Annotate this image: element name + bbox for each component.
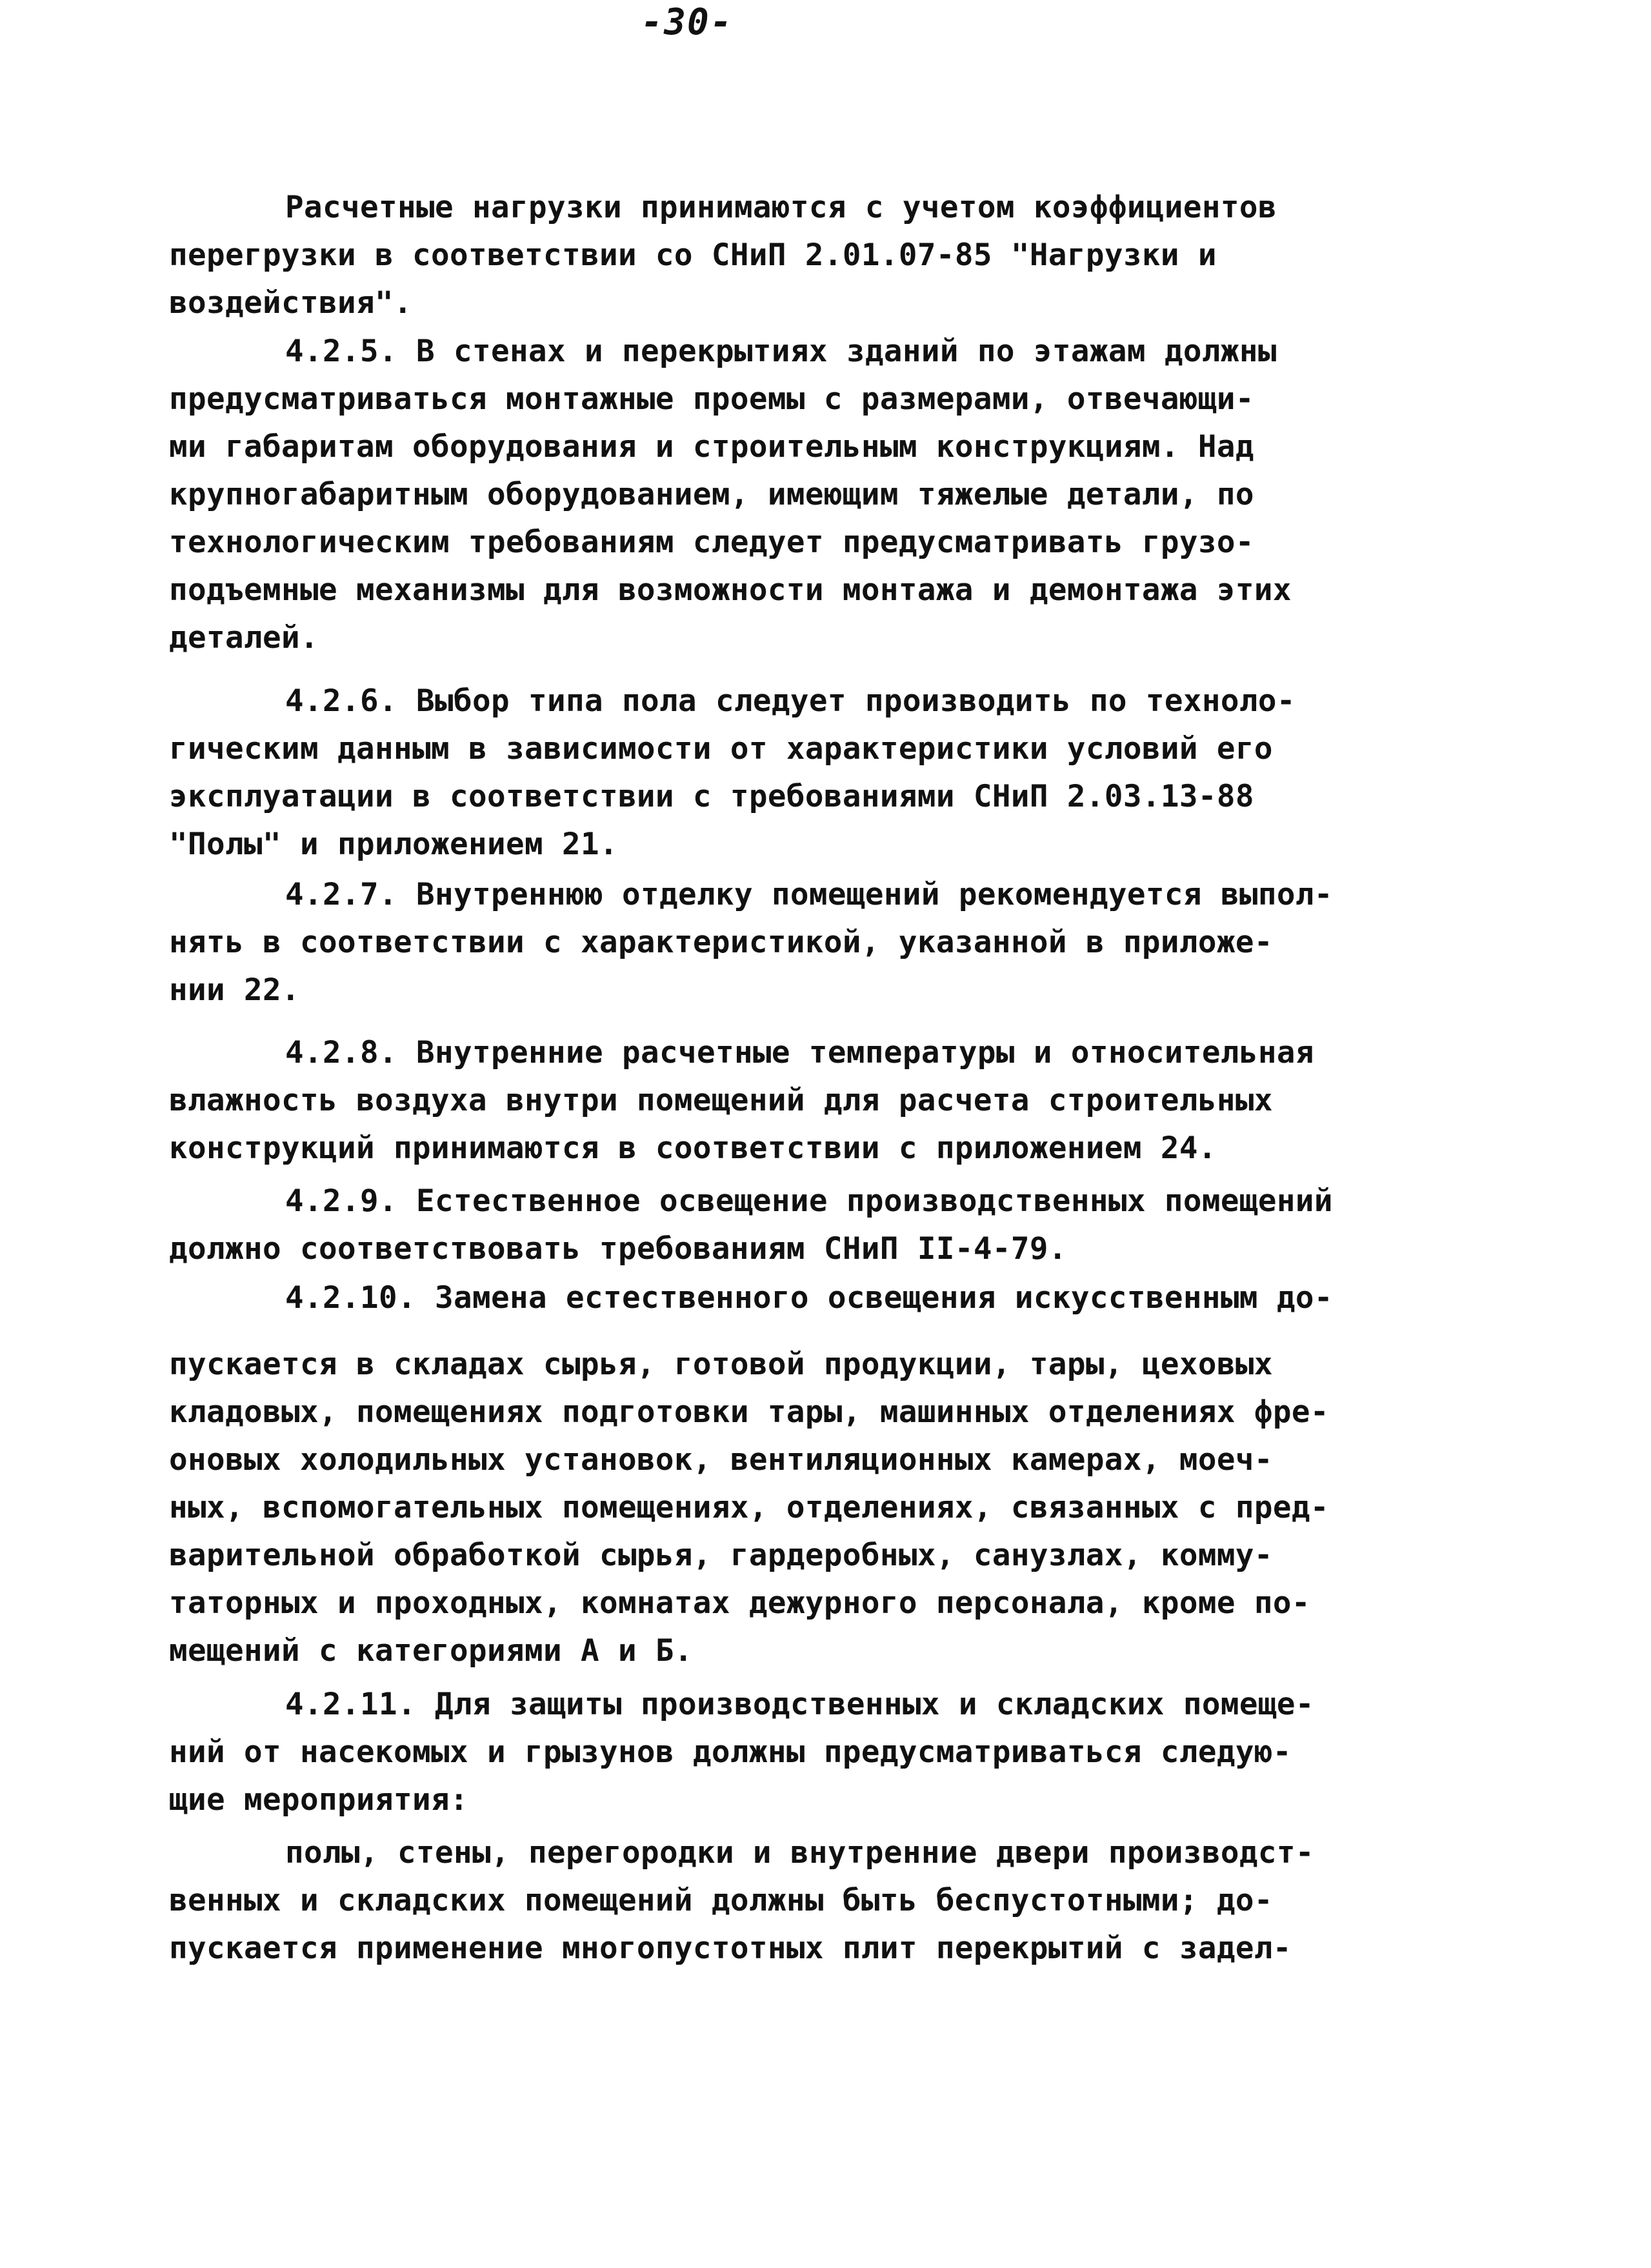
paragraph-4-2-7: [169, 871, 1459, 1014]
text-line: ных, вспомогательных помещениях, отделениях, связанных с пред-: [169, 1490, 1329, 1525]
text-line: 4.2.5. В стенах и перекрытиях зданий по этажам должны: [285, 334, 1277, 369]
paragraph-4-2-10-continued: [169, 1341, 1459, 1675]
text-line: мещений с категориями А и Б.: [169, 1633, 693, 1669]
paragraph-4-2-6: [169, 677, 1459, 868]
text-line: "Полы" и приложением 21.: [169, 827, 618, 862]
text-line: пускается в складах сырья, готовой продукции, тары, цеховых: [169, 1347, 1273, 1382]
text-line: 4.2.6. Выбор типа пола следует производить по техноло-: [285, 683, 1296, 719]
text-line: воздействия".: [169, 285, 412, 321]
page-number: -30-: [641, 1, 734, 43]
paragraph-loads: [169, 184, 1459, 327]
text-line: крупногабаритным оборудованием, имеющим тяжелые детали, по: [169, 477, 1254, 512]
text-line: венных и складских помещений должны быть беспустотными; до-: [169, 1883, 1273, 1918]
text-line: 4.2.9. Естественное освещение производственных помещений: [285, 1183, 1333, 1219]
text-line: оновых холодильных установок, вентиляционных камерах, моеч-: [169, 1442, 1273, 1478]
text-line: должно соответствовать требованиям СНиП II-4-79.: [169, 1231, 1067, 1267]
text-line: ми габаритам оборудования и строительным конструкциям. Над: [169, 429, 1254, 465]
text-line: перегрузки в соответствии со СНиП 2.01.07-85 "Нагрузки и: [169, 237, 1217, 273]
paragraph-4-2-8: [169, 1029, 1459, 1172]
text-line: влажность воздуха внутри помещений для расчета строительных: [169, 1083, 1273, 1118]
paragraph-4-2-5: [169, 328, 1459, 662]
text-line: кладовых, помещениях подготовки тары, машинных отделениях фре-: [169, 1394, 1329, 1430]
text-line: технологическим требованиям следует предусматривать грузо-: [169, 525, 1254, 560]
text-line: 4.2.7. Внутреннюю отделку помещений рекомендуется выпол-: [285, 877, 1333, 912]
text-line: подъемные механизмы для возможности монтажа и демонтажа этих: [169, 572, 1292, 608]
text-line: Расчетные нагрузки принимаются с учетом коэффициентов: [285, 190, 1277, 225]
text-line: гическим данным в зависимости от характеристики условий его: [169, 731, 1273, 767]
text-line: деталей.: [169, 620, 319, 656]
text-line: варительной обработкой сырья, гардеробных, санузлах, комму-: [169, 1538, 1273, 1573]
paragraph-4-2-11: [169, 1681, 1459, 1824]
text-line: предусматриваться монтажные проемы с размерами, отвечающи-: [169, 381, 1254, 417]
text-line: щие мероприятия:: [169, 1782, 468, 1818]
paragraph-4-2-9: [169, 1178, 1459, 1273]
text-line: ний от насекомых и грызунов должны предусматриваться следую-: [169, 1734, 1292, 1770]
text-line: эксплуатации в соответствии с требованиями СНиП 2.03.13-88: [169, 779, 1254, 814]
text-line: нять в соответствии с характеристикой, указанной в приложе-: [169, 925, 1273, 960]
text-line: 4.2.8. Внутренние расчетные температуры и относительная: [285, 1035, 1314, 1070]
text-line: таторных и проходных, комнатах дежурного персонала, кроме по-: [169, 1585, 1310, 1621]
text-line: нии 22.: [169, 972, 300, 1008]
text-line: пускается применение многопустотных плит перекрытий с задел-: [169, 1931, 1292, 1966]
text-line: 4.2.11. Для защиты производственных и складских помеще-: [285, 1687, 1314, 1722]
text-line: конструкций принимаются в соответствии с приложением 24.: [169, 1130, 1217, 1166]
paragraph-floors-walls: [169, 1829, 1459, 1972]
paragraph-4-2-10: [169, 1274, 1459, 1322]
text-line: полы, стены, перегородки и внутренние двери производст-: [285, 1835, 1314, 1871]
text-line: 4.2.10. Замена естественного освещения искусственным до-: [285, 1280, 1333, 1316]
